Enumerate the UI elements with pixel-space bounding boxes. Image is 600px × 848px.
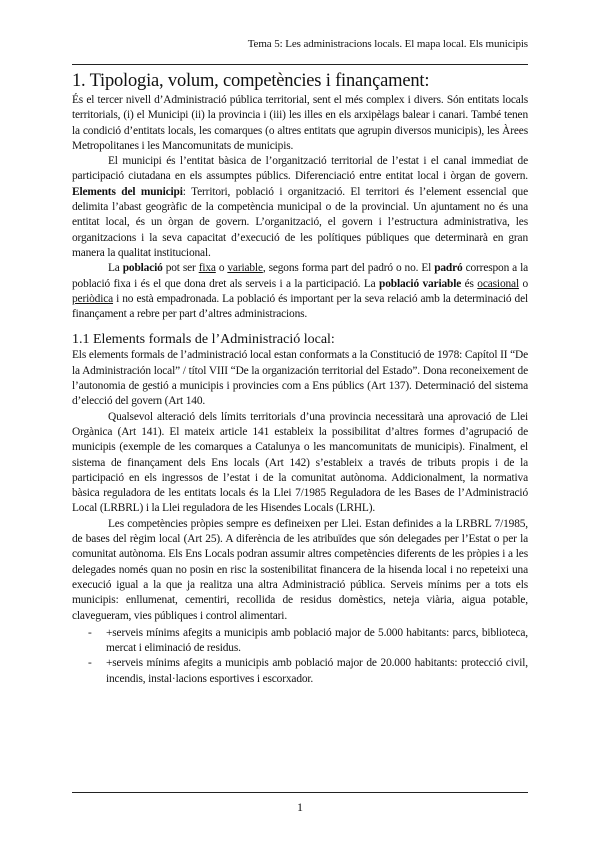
bold-term: padró: [434, 262, 463, 275]
text-run: o: [518, 277, 528, 290]
underlined-term: variable: [227, 262, 263, 275]
underlined-term: periòdica: [72, 292, 114, 305]
page-content: [72, 70, 528, 687]
underlined-term: fixa: [198, 262, 216, 275]
subsection-title: 1.1 Elements formals de l’Administració local:: [72, 332, 335, 348]
underlined-term: ocasional: [477, 277, 519, 290]
list-item-text: +serveis mínims afegits a municipis amb població major de 20.000 habitants: protecció civil, incendis, instal·lacions esportives i escorxador.: [106, 657, 528, 685]
paragraph-competencies: Les competències pròpies sempre es defineixen per Llei. Estan definides a la LRBRL 7/1985, de bases del règim local (Art 25). A diferència de les atribuïdes que són delegades per l’Estat o per la comunitat autònoma. Els Ens Locals podran assumir altres competències diferents de les pròpies i a les delegades només quan no posin en risc la sostenibilitat financera de la hisenda local i no repeteixi una execució igual a la que ja realitza una altra Administració pública. Serveis mínims per a tots els municipis: enllumenat, cementiri, recollida de residus domèstics, neteja viària, aigua potable, clavegueram, vies públiques i control alimentari.: [72, 517, 528, 622]
bold-term: població: [122, 262, 163, 275]
paragraph-municipi: [72, 154, 528, 261]
text-run: : Territori, població i organització. El territori és l’element essencial que delimita l’abast geogràfic de la competència municipal o de la provincial. Un ajuntament no és una entitat local, és un òrgan de govern. L’organització, el govern i l’estructura administrativa, les organitzacions i la seva capacitat d’execució de les polítiques públiques que determinarà en gran manera la qualitat institucional.: [72, 185, 528, 259]
list-item: [88, 626, 528, 657]
dash-bullet: -: [88, 657, 92, 670]
text-run: i no està empadronada. La població és important per la seva relació amb la determinació del finançament a rebre per part d’altres administracions.: [72, 292, 528, 321]
section-title: 1. Tipologia, volum, competències i finançament:: [72, 71, 430, 91]
paragraph-poblacio: [72, 261, 528, 322]
text-run: El municipi és l’entitat bàsica de l’organització territorial de l’estat i el canal immediat de participació ciutadana en els assumptes públics. Diferenciació entre entitat local i òrgan de govern.: [72, 155, 528, 183]
text-run: és: [461, 277, 478, 290]
dash-bullet: -: [88, 626, 92, 639]
list-item-text: +serveis mínims afegits a municipis amb població major de 5.000 habitants: parcs, biblioteca, mercat i eliminació de residus.: [106, 626, 528, 655]
paragraph-constitucio: Els elements formals de l’administració local estan conformats a la Constitució de 1978: Capítol II “De la Administración local” / títol VIII “De la organización territorial del Estado”. Dona reconeixement de l’autonomia de gestió a municipis i provincies com a Ens públics (Art 137). Determinació del sistema d’elecció del govern (Art 140.: [72, 349, 528, 408]
paragraph-limits: Qualsevol alteració dels límits territorials d’una provincia necessitarà una aprovació de Llei Orgànica (Art 141). El mateix article 141 estableix la possibilitat d’altres formes d’agrupació de municipis (exemple de les comarques a Catalunya o les mancomunitats de municipis). Finalment, el sistema de finançament dels Ens locals (Art 142) s’estableix a través de tributs propis i de la participació en els ingressos de l’estat i de la comunitat autònoma. Addicionalment, la normativa bàsica reguladora de les entitats locals és la Llei 7/1985 Reguladora de les Bases de l’Administració Local (LRBRL) i la Llei reguladora de les Hisendes Locals (LRHL).: [72, 410, 528, 515]
paragraph-intro: És el tercer nivell d’Administració pública territorial, sent el més complex i divers. Són entitats locals territorials, (i) el Municipi (ii) la provincia i (iii) les illes en els arxipèlags balear i canari. També tenen la condició d’entitats locals, les comarques (o altres entitats que agrupin diversos municipis), les Àrees Metropolitanes i les Mancomunitats de municipis.: [72, 94, 528, 152]
text-run: correspon a la població fixa i és el que dona dret als serveis i a la participació. La: [72, 262, 528, 290]
text-run: La: [108, 262, 123, 275]
text-run: , segons forma part del padró o no. El: [262, 262, 435, 275]
page-number: 1: [297, 800, 303, 814]
services-list: [72, 626, 528, 687]
running-header: Tema 5: Les administracions locals. El mapa local. Els municipis: [247, 38, 528, 50]
list-item: [88, 656, 528, 687]
text-run: o: [215, 262, 228, 275]
footer-rule: [72, 792, 528, 793]
text-run: pot ser: [162, 262, 199, 275]
header-rule: [72, 64, 528, 65]
bold-term: Elements del municipi: [72, 185, 183, 198]
bold-term: població variable: [379, 277, 462, 290]
